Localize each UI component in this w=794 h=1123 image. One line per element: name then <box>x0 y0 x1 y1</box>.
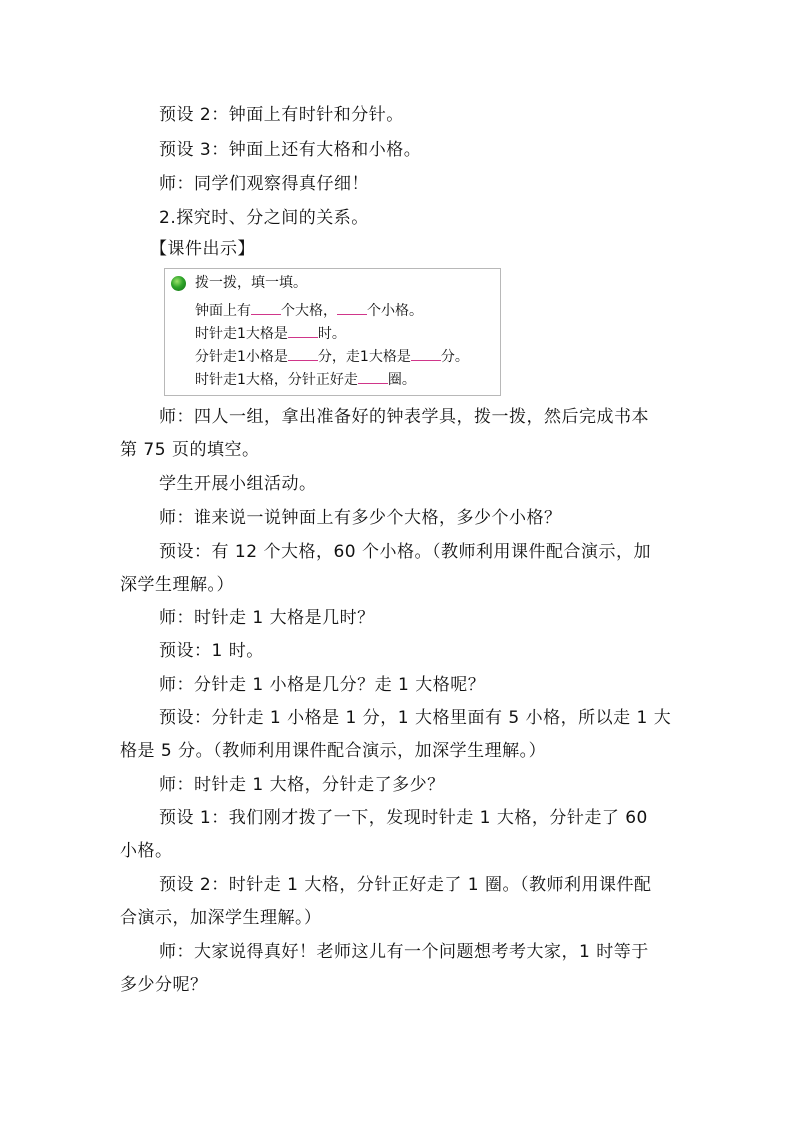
fill-blank <box>288 325 318 338</box>
paragraph: 深学生理解。） <box>120 575 234 595</box>
paragraph: 师：时针走 1 大格，分针走了多少？ <box>159 775 445 795</box>
paragraph: 师：时针走 1 大格是几时？ <box>159 608 375 628</box>
paragraph: 预设 2：钟面上有时针和分针。 <box>159 105 404 125</box>
paragraph: 预设 1：我们刚才拨了一下，发现时针走 1 大格，分针走了 60 <box>159 808 648 828</box>
paragraph: 师：大家说得真好！老师这儿有一个问题想考考大家，1 时等于 <box>159 942 649 962</box>
paragraph: 预设 2：时针走 1 大格，分针正好走了 1 圈。（教师利用课件配 <box>159 875 652 895</box>
paragraph: 小格。 <box>120 841 173 861</box>
fill-blank <box>288 348 318 361</box>
fill-blank <box>337 302 367 315</box>
paragraph: 师：同学们观察得真仔细！ <box>159 174 369 194</box>
paragraph: 格是 5 分。（教师利用课件配合演示，加深学生理解。） <box>120 741 547 761</box>
paragraph: 预设：有 12 个大格，60 个小格。（教师利用课件配合演示，加 <box>159 542 651 562</box>
paragraph: 预设 3：钟面上还有大格和小格。 <box>159 140 422 160</box>
courseware-label: 【课件出示】 <box>150 239 255 259</box>
paragraph: 师：分针走 1 小格是几分？走 1 大格呢？ <box>159 675 486 695</box>
paragraph: 师：四人一组，拿出准备好的钟表学具，拨一拨，然后完成书本 <box>159 407 649 427</box>
box-line: 时针走1大格是 时。 <box>195 326 346 342</box>
paragraph: 第 75 页的填空。 <box>120 440 260 460</box>
paragraph: 合演示，加深学生理解。） <box>120 908 322 928</box>
section-heading: 2.探究时、分之间的关系。 <box>159 208 369 228</box>
green-ball-icon <box>171 276 186 291</box>
paragraph: 预设：1 时。 <box>159 641 264 661</box>
box-line: 时针走1大格，分针正好走 圈。 <box>195 372 416 388</box>
box-line: 分针走1小格是 分，走1大格是 分。 <box>195 349 469 365</box>
paragraph: 多少分呢？ <box>120 975 208 995</box>
paragraph: 预设：分针走 1 小格是 1 分，1 大格里面有 5 小格，所以走 1 大 <box>159 708 672 728</box>
box-line: 钟面上有 个大格， 个小格。 <box>195 303 423 319</box>
fill-blank <box>251 302 281 315</box>
courseware-box <box>164 268 501 396</box>
box-title: 拨一拨，填一填。 <box>195 275 307 291</box>
fill-blank <box>411 348 441 361</box>
paragraph: 学生开展小组活动。 <box>159 474 317 494</box>
fill-blank <box>358 371 388 384</box>
paragraph: 师：谁来说一说钟面上有多少个大格，多少个小格？ <box>159 508 562 528</box>
